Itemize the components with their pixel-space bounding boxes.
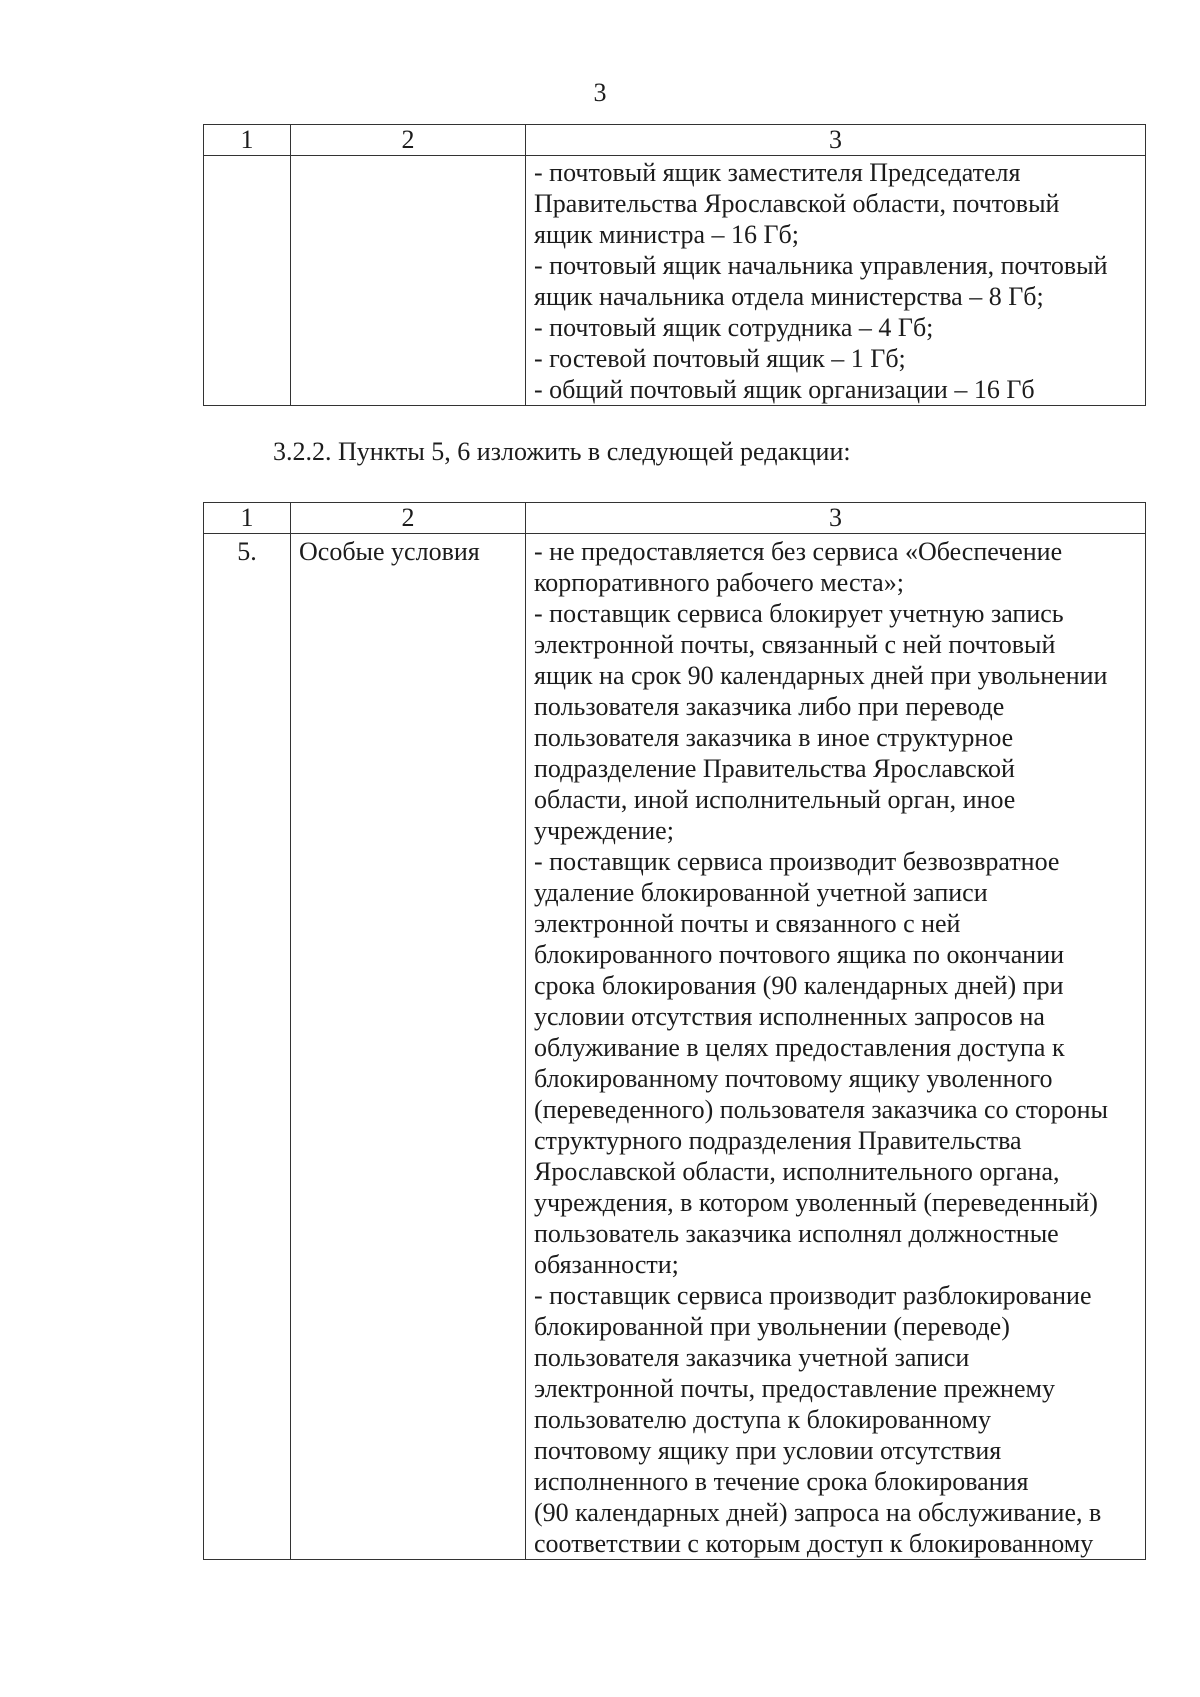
text-line: блокированного почтового ящика по окончании [534, 940, 1065, 969]
text-line: Ярославской области, исполнительного органа, [534, 1157, 1060, 1186]
continuation-table [203, 124, 1146, 406]
text-line: - поставщик сервиса производит безвозвратное [534, 847, 1060, 876]
table-row [204, 534, 1146, 1560]
text-line: - поставщик сервиса производит разблокирование [534, 1281, 1092, 1310]
text-line: структурного подразделения Правительства [534, 1126, 1022, 1155]
text-line: блокированному почтовому ящику уволенного [534, 1064, 1053, 1093]
header-col-3: 3 [526, 503, 1146, 534]
text-line: блокированной при увольнении (переводе) [534, 1312, 1010, 1341]
text-line: электронной почты, связанный с ней почтовый [534, 630, 1056, 659]
text-line: - почтовый ящик сотрудника – 4 Гб; [534, 313, 934, 342]
text-line: ящик на срок 90 календарных дней при увольнении [534, 661, 1108, 690]
text-line: - общий почтовый ящик организации – 16 Гб [534, 375, 1035, 404]
text-line: - не предоставляется без сервиса «Обеспечение [534, 537, 1063, 566]
text-line: обязанности; [534, 1250, 679, 1279]
table-header-row [204, 125, 1146, 156]
row-number: 5. [204, 534, 291, 1560]
text-line: - почтовый ящик заместителя Председателя [534, 158, 1021, 187]
text-line: ящик начальника отдела министерства – 8 Гб; [534, 282, 1044, 311]
row-label: Особые условия [291, 534, 526, 1560]
text-line: удаление блокированной учетной записи [534, 878, 988, 907]
text-line: пользователя заказчика учетной записи [534, 1343, 970, 1372]
text-line: - поставщик сервиса блокирует учетную запись [534, 599, 1064, 628]
text-line: - почтовый ящик начальника управления, почтовый [534, 251, 1108, 280]
text-line: учреждение; [534, 816, 674, 845]
text-line: электронной почты, предоставление прежнему [534, 1374, 1055, 1403]
amendment-table [203, 502, 1146, 1560]
text-line: Правительства Ярославской области, почтовый [534, 189, 1060, 218]
row-number [204, 156, 291, 406]
text-line: пользователя заказчика в иное структурное [534, 723, 1014, 752]
row-text [526, 156, 1146, 406]
text-line: корпоративного рабочего места»; [534, 568, 904, 597]
header-col-1: 1 [204, 503, 291, 534]
text-line: пользователю доступа к блокированному [534, 1405, 992, 1434]
text-line: области, иной исполнительный орган, иное [534, 785, 1016, 814]
text-line: условии отсутствия исполненных запросов на [534, 1002, 1045, 1031]
header-col-1: 1 [204, 125, 291, 156]
row-text [526, 534, 1146, 1560]
page-number: 3 [593, 78, 607, 107]
text-line: пользователь заказчика исполнял должностные [534, 1219, 1059, 1248]
table-row [204, 156, 1146, 406]
header-col-2: 2 [291, 503, 526, 534]
text-line: исполненного в течение срока блокирования [534, 1467, 1029, 1496]
text-line: учреждения, в котором уволенный (переведенный) [534, 1188, 1098, 1217]
table-header-row [204, 503, 1146, 534]
text-line: (переведенного) пользователя заказчика со стороны [534, 1095, 1108, 1124]
text-line: ящик министра – 16 Гб; [534, 220, 799, 249]
header-col-3: 3 [526, 125, 1146, 156]
text-line: подразделение Правительства Ярославской [534, 754, 1015, 783]
text-line: электронной почты и связанного с ней [534, 909, 961, 938]
text-line: срока блокирования (90 календарных дней) при [534, 971, 1064, 1000]
header-col-2: 2 [291, 125, 526, 156]
text-line: (90 календарных дней) запроса на обслуживание, в [534, 1498, 1102, 1527]
text-line: почтовому ящику при условии отсутствия [534, 1436, 1002, 1465]
row-label [291, 156, 526, 406]
amendment-paragraph: 3.2.2. Пункты 5, 6 изложить в следующей редакции: [273, 437, 851, 466]
text-line: - гостевой почтовый ящик – 1 Гб; [534, 344, 906, 373]
text-line: пользователя заказчика либо при переводе [534, 692, 1005, 721]
text-line: облуживание в целях предоставления доступа к [534, 1033, 1065, 1062]
text-line: соответствии с которым доступ к блокированному [534, 1529, 1094, 1558]
